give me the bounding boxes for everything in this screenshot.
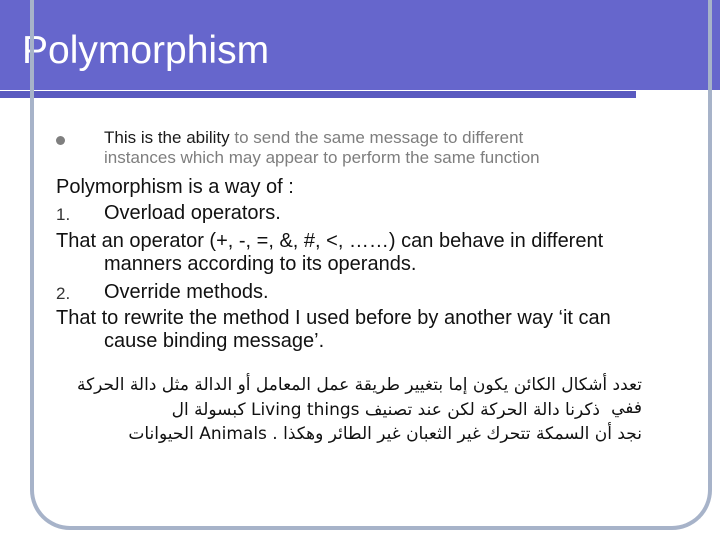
item1-description-line2: manners according to its operands. <box>104 253 417 275</box>
item2-description-line1: That to rewrite the method I used before by another way ‘it can <box>56 307 611 329</box>
bullet-dot-icon <box>56 136 65 145</box>
bullet-text <box>104 128 664 168</box>
item2-heading: Override methods. <box>104 281 269 303</box>
arabic-line1: تعدد أشكال الكائن يكون إما بتغيير طريقة عمل المعامل أو الدالة مثل دالة الحركة ففي <box>76 375 642 418</box>
bullet-text-part3: instances which may appear to perform the same function <box>104 148 540 167</box>
item2-description-line2: cause binding message’. <box>104 330 325 352</box>
item1-description-line1: That an operator (+, -, =, &, #, <, ……) can behave in different <box>56 230 604 252</box>
item1-number: 1. <box>56 205 71 224</box>
arabic-line3: نجد أن السمكة تتحرك غير الثعبان غير الطائر وهكذا . Animals الحيوانات <box>128 424 642 444</box>
arabic-line2: ذكرنا دالة الحركة لكن عند تصنيف Living things كبسولة ال <box>171 400 600 420</box>
bullet-text-part1: This is the ability <box>104 128 235 147</box>
bullet-text-part2: to send the same message to different <box>234 128 524 147</box>
intro-line: Polymorphism is a way of : <box>56 176 294 198</box>
item2-number: 2. <box>56 284 71 303</box>
slide-title: Polymorphism <box>22 29 270 72</box>
item1-heading: Overload operators. <box>104 202 281 224</box>
